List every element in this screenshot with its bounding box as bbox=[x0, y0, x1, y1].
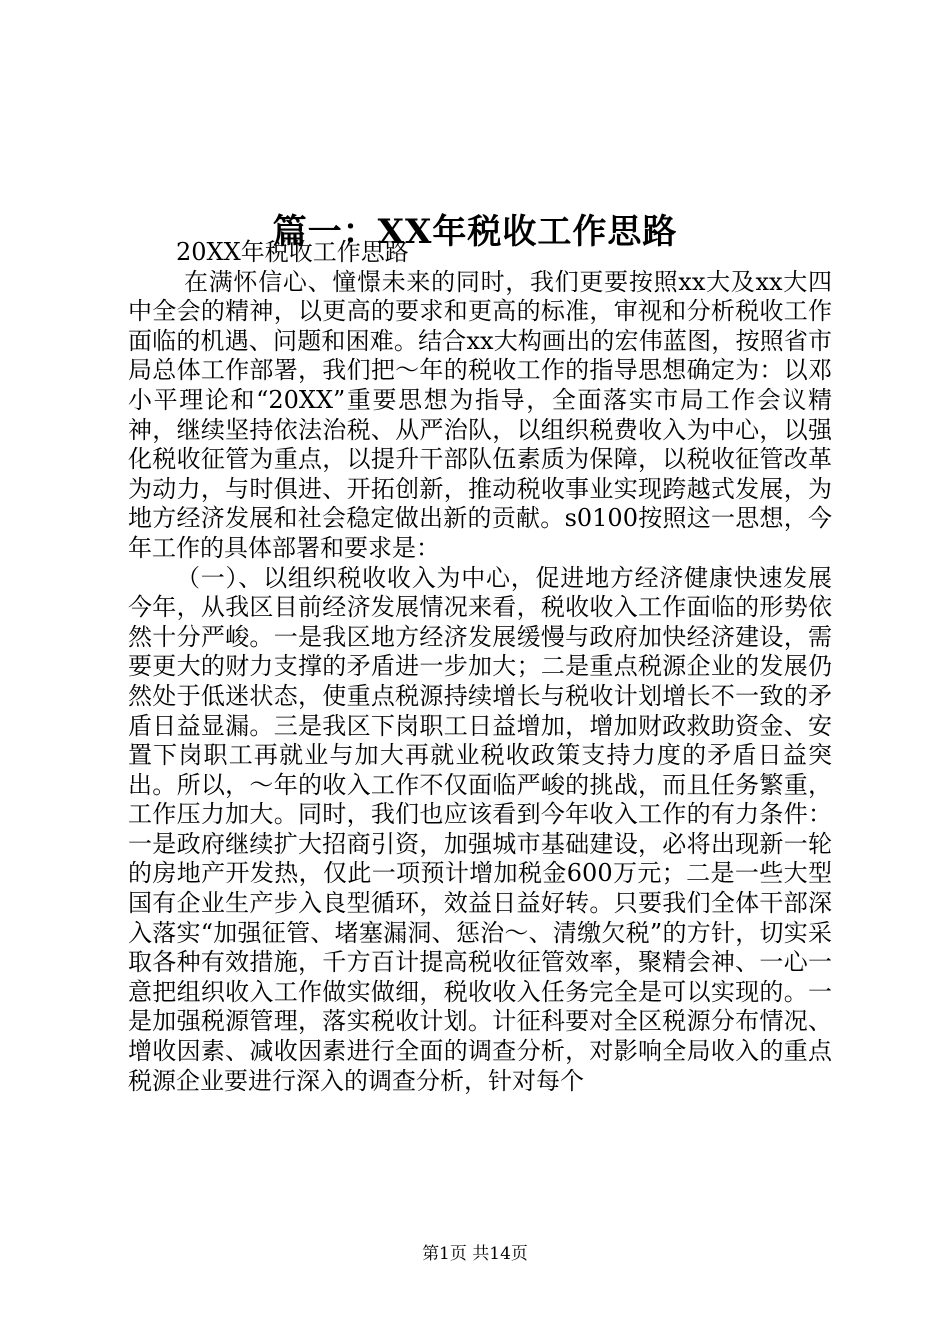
document-title: 篇一：XX年税收工作思路 bbox=[272, 211, 678, 252]
body-paragraph: （一）、以组织税收收入为中心，促进地方经济健康快速发展今年，从我区目前经济发展情况来看，税收收入工作面临的形势依然十分严峻。一是我区地方经济发展缓慢与政府加快经济建设，需要更大的财力支撑的矛盾进一步加大；二是重点税源企业的发展仍然处于低迷状态，使重点税源持续增长与税收计划增长不一致的矛盾日益显漏。三是我区下岗职工日益增加，增加财政救助资金、安置下岗职工再就业与加大再就业税收政策支持力度的矛盾日益突出。所以，～年的收入工作不仅面临严峻的挑战，而且任务繁重，工作压力加大。同时，我们也应该看到今年收入工作的有力条件：一是政府继续扩大招商引资，加强城市基础建设，必将出现新一轮的房地产开发热，仅此一项预计增加税金600万元；二是一些大型国有企业生产步入良型循环，效益日益好转。只要我们全体干部深入落实“加强征管、堵塞漏洞、惩治～、清缴欠税”的方针，切实采取各种有效措施，千方百计提高税收征管效率，聚精会神、一心一意把组织收入工作做实做细，税收收入任务完全是可以实现的。一是加强税源管理，落实税收计划。计征科要对全区税源分布情况、增收因素、减收因素进行全面的调查分析，对影响全局收入的重点税源企业要进行深入的调查分析，针对每个 bbox=[128, 563, 832, 1095]
document-body bbox=[128, 238, 832, 1096]
page-footer: 第1页 共14页 bbox=[422, 1244, 528, 1264]
body-paragraph: 在满怀信心、憧憬未来的同时，我们更要按照xx大及xx大四中全会的精神，以更高的要求和更高的标准，审视和分析税收工作面临的机遇、问题和困难。结合xx大构画出的宏伟蓝图，按照省市局总体工作部署，我们把～年的税收工作的指导思想确定为：以邓小平理论和“20XX”重要思想为指导，全面落实市局工作会议精神，继续坚持依法治税、从严治队，以组织税费收入为中心，以强化税收征管为重点，以提升干部队伍素质为保障，以税收征管改革为动力，与时俱进、开拓创新，推动税收事业实现跨越式发展，为地方经济发展和社会稳定做出新的贡献。s0100按照这一思想，今年工作的具体部署和要求是： bbox=[128, 267, 832, 562]
document-subtitle: 20XX年税收工作思路 bbox=[176, 238, 409, 266]
